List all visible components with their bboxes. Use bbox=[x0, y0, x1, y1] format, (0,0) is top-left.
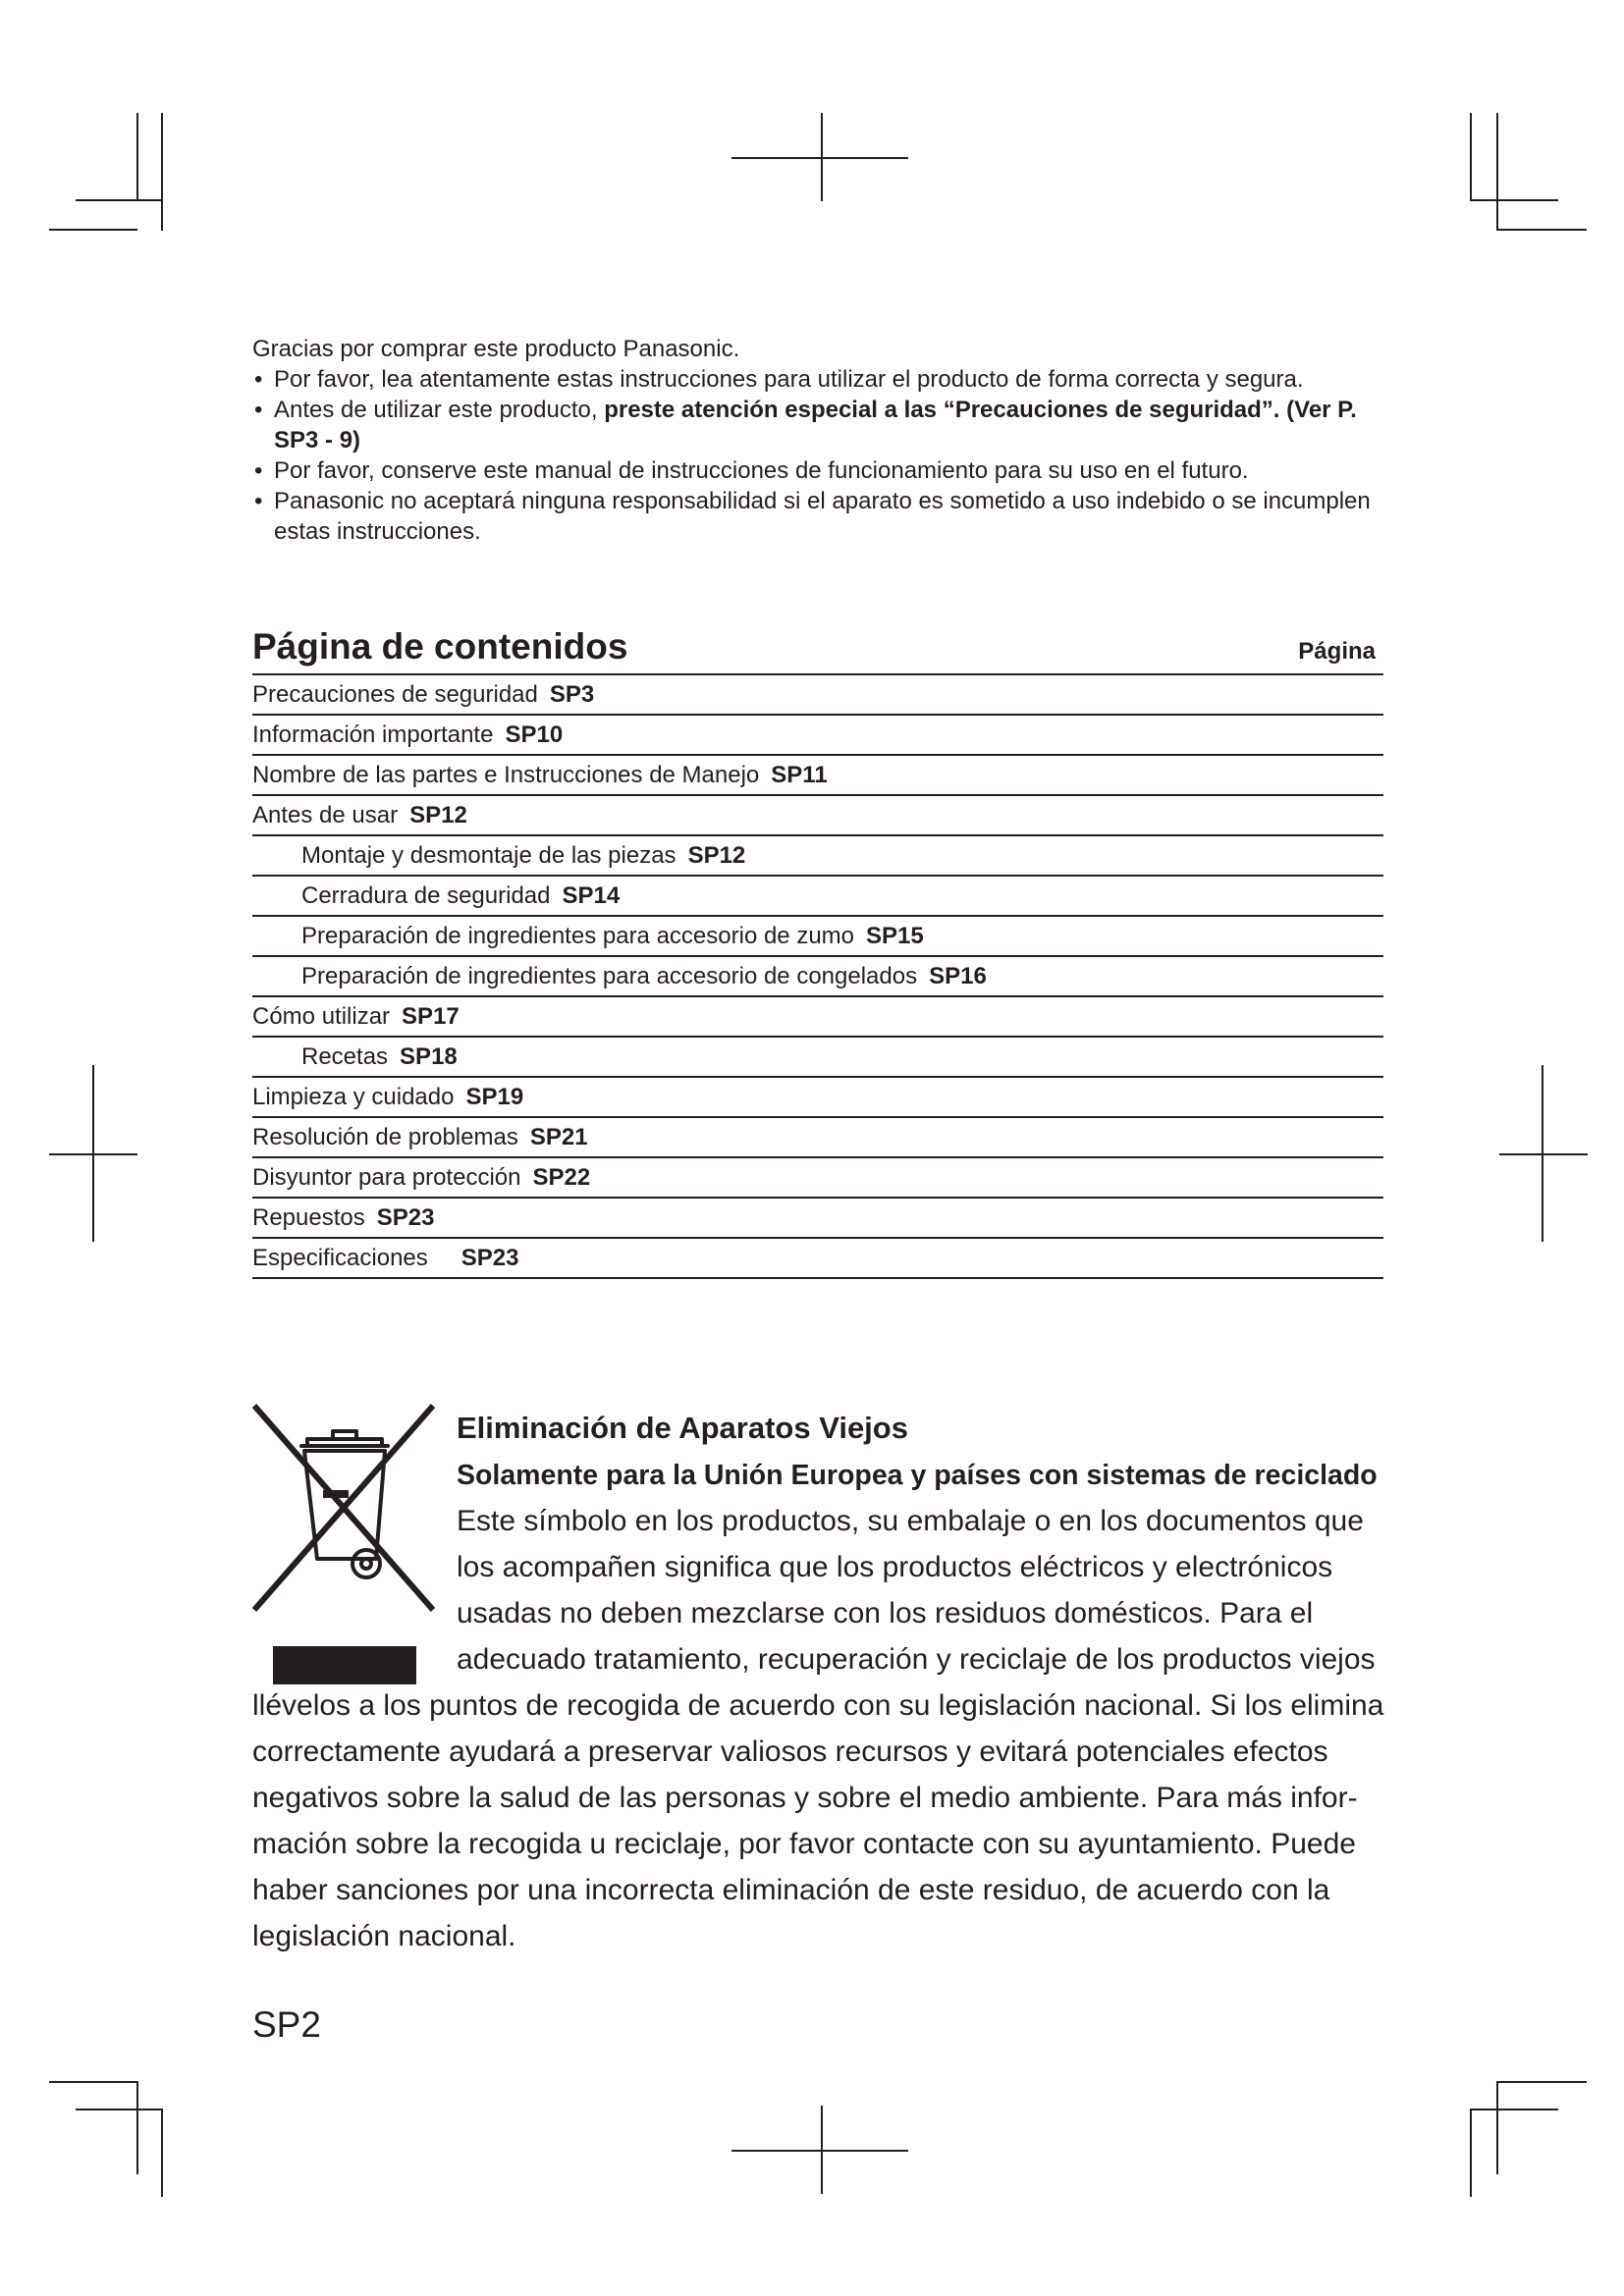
disposal-text-line: legislación nacional. bbox=[252, 1920, 516, 1952]
toc-row bbox=[252, 1078, 1383, 1118]
toc-label: Nombre de las partes e Instrucciones de Manejo bbox=[252, 762, 760, 788]
toc-row bbox=[252, 1038, 1383, 1078]
toc-label: Disyuntor para protección bbox=[252, 1164, 521, 1191]
toc-row bbox=[252, 716, 1383, 756]
disposal-text-line: mación sobre la recogida u reciclaje, por favor contacte con su ayuntamiento. Puede bbox=[252, 1828, 1356, 1860]
toc-label: Especificaciones bbox=[252, 1245, 428, 1271]
page-number: SP2 bbox=[252, 2004, 321, 2045]
disposal-text-line: usadas no deben mezclarse con los residuos domésticos. Para el bbox=[457, 1597, 1314, 1629]
toc-page: SP11 bbox=[771, 762, 828, 788]
disposal-subtitle: Solamente para la Unión Europea y países con sistemas de reciclado bbox=[457, 1460, 1378, 1491]
disposal-text-line: llévelos a los puntos de recogida de acuerdo con su legislación nacional. Si los elimina bbox=[252, 1689, 1384, 1722]
intro-bullet: • Por favor, lea atentamente estas instrucciones para utilizar el producto de forma correcta y segura. bbox=[252, 364, 1391, 395]
toc-row bbox=[252, 1199, 1383, 1239]
disposal-title: Eliminación de Aparatos Viejos bbox=[457, 1411, 908, 1445]
toc-label: Resolución de problemas bbox=[252, 1124, 518, 1150]
toc-page: SP10 bbox=[505, 721, 564, 748]
toc-label: Recetas bbox=[301, 1043, 389, 1070]
toc-page: SP21 bbox=[529, 1124, 588, 1150]
disposal-text-line: haber sanciones por una incorrecta eliminación de este residuo, de acuerdo con la bbox=[252, 1874, 1330, 1906]
disposal-text-line: adecuado tratamiento, recuperación y reciclaje de los productos viejos bbox=[457, 1643, 1376, 1676]
intro-thanks: Gracias por comprar este producto Panasonic. bbox=[252, 336, 740, 362]
toc-row bbox=[252, 917, 1383, 957]
toc-row bbox=[252, 1118, 1383, 1158]
toc-page: SP12 bbox=[409, 802, 467, 828]
disposal-text-line: correctamente ayudará a preservar valiosos recursos y evitará potenciales efectos bbox=[252, 1735, 1328, 1768]
disposal-text-line: Este símbolo en los productos, su embalaje o en los documentos que bbox=[457, 1505, 1364, 1537]
toc-page: SP3 bbox=[549, 681, 595, 708]
toc-label: Montaje y desmontaje de las piezas bbox=[301, 842, 677, 869]
toc-label: Cómo utilizar bbox=[252, 1003, 391, 1030]
toc-row bbox=[252, 1239, 1383, 1279]
toc-label: Repuestos bbox=[252, 1204, 365, 1231]
toc-row bbox=[252, 877, 1383, 917]
intro-section bbox=[252, 334, 1391, 547]
toc-page: SP22 bbox=[532, 1164, 591, 1191]
toc-row bbox=[252, 1158, 1383, 1199]
intro-bullet-text: Antes de utilizar este producto, bbox=[274, 397, 605, 423]
intro-bullet bbox=[252, 395, 1391, 455]
disposal-text-line: negativos sobre la salud de las personas y sobre el medio ambiente. Para más infor- bbox=[252, 1782, 1358, 1814]
weee-black-bar bbox=[273, 1646, 416, 1684]
toc-title: Página de contenidos bbox=[252, 626, 628, 667]
toc-row bbox=[252, 756, 1383, 796]
intro-bullet: • Por favor, conserve este manual de instrucciones de funcionamiento para su uso en el futuro. bbox=[252, 455, 1391, 486]
toc-label: Preparación de ingredientes para accesorio de congelados bbox=[301, 963, 918, 989]
crossed-out-bin-icon bbox=[250, 1402, 437, 1614]
toc-label: Limpieza y cuidado bbox=[252, 1084, 455, 1110]
intro-bullets bbox=[252, 364, 1391, 547]
toc-page: SP18 bbox=[400, 1043, 458, 1070]
toc-label: Preparación de ingredientes para accesorio de zumo bbox=[301, 923, 855, 949]
toc-label: Precauciones de seguridad bbox=[252, 681, 538, 708]
toc-row bbox=[252, 675, 1383, 716]
toc-label: Información importante bbox=[252, 721, 494, 748]
toc-page: SP23 bbox=[460, 1245, 519, 1271]
toc-page: SP17 bbox=[402, 1003, 460, 1030]
toc-page: SP15 bbox=[866, 923, 924, 949]
toc-header bbox=[252, 624, 1383, 675]
toc-row bbox=[252, 957, 1383, 997]
toc-page: SP12 bbox=[687, 842, 746, 869]
toc-page: SP19 bbox=[465, 1084, 524, 1110]
toc-label: Antes de usar bbox=[252, 802, 399, 828]
toc-row bbox=[252, 997, 1383, 1038]
intro-bullet: • Panasonic no aceptará ninguna responsabilidad si el aparato es sometido a uso indebido o se incumplen estas instrucciones. bbox=[252, 486, 1391, 547]
toc-page: SP14 bbox=[562, 882, 621, 909]
toc-row bbox=[252, 836, 1383, 877]
intro-bullet-emphasis: preste atención especial a las “Precauciones de seguridad”. (Ver P. SP3 - 9) bbox=[274, 397, 1357, 454]
toc-label: Cerradura de seguridad bbox=[301, 882, 551, 909]
toc-row bbox=[252, 796, 1383, 836]
toc-page: SP23 bbox=[376, 1204, 435, 1231]
table-of-contents bbox=[252, 624, 1383, 1279]
disposal-text-line: los acompañen significa que los productos eléctricos y electrónicos bbox=[457, 1551, 1333, 1583]
toc-page-label: Página bbox=[1298, 638, 1376, 665]
toc-page: SP16 bbox=[929, 963, 987, 989]
